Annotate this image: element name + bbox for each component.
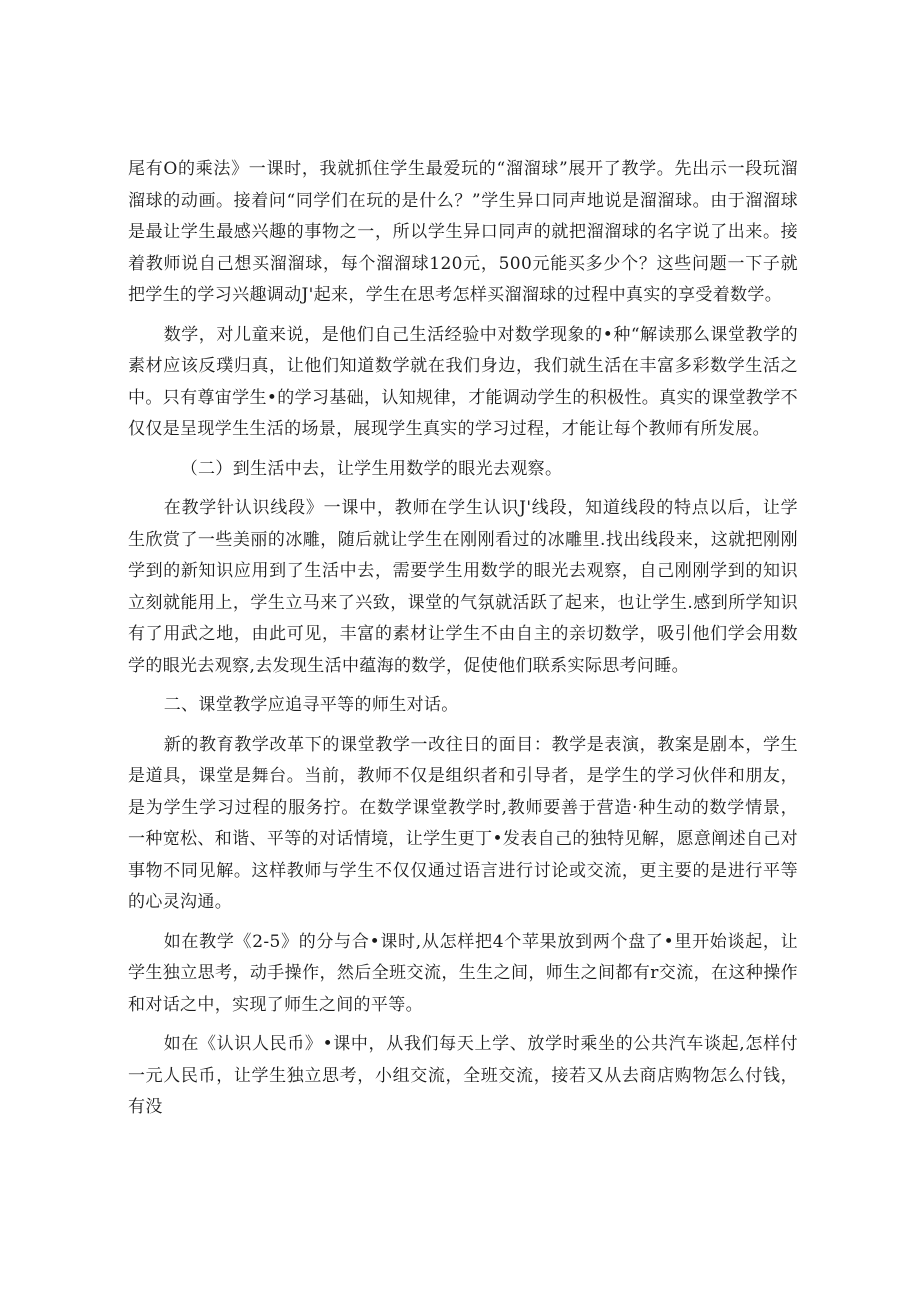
subheading-go-to-life: （二）到生活中去，让学生用数学的眼光去观察。: [180, 458, 563, 479]
heading-equal-dialogue: 二、课堂教学应追寻平等的师生对话。: [163, 695, 459, 715]
paragraph-math-for-children: 数学，对儿童来说，是他们自己生活经验中对数学现象的•种“解读那么课堂教学的素材应该反璞归真，让他们知道数学就在我们身边，我们就生活在丰富多彩数学生活之中。只有尊宙学生•的学习基础，认知规律，才能调动学生的积极性。真实的课堂教学不仅仅是呈现学生生活的场景，展现学生真实的学习过程，才能让每个教师有所发展。: [128, 324, 798, 439]
paragraph-apples-lesson: 如在教学《2-5》的分与合•课时,从怎样把4个苹果放到两个盘了•里开始谈起，让学生独立思考，动手操作，然后全班交流，生生之间，师生之间都有r交流，在这种操作和对话之中，实现了师生之间的平等。: [128, 931, 798, 1015]
document-body: [128, 154, 798, 1132]
paragraph-line-segment-lesson: 在教学针认识线段》一课中，教师在学生认识J'线段，知道线段的特点以后，让学生欣赏了一些美丽的冰雕，随后就让学生在刚刚看过的冰雕里.找出线段来，这就把刚刚学到的新知识应用到了生活中去，需要学生用数学的眼光去观察，自己刚刚学到的知识立刻就能用上，学生立马来了兴致，课堂的气氛就活跃了起来，也让学生.感到所学知识有了用武之地，由此可见，丰富的素材让学生不由自主的亲切数学，吸引他们学会用数学的眼光去观察,去发现生活中蕴海的数学，促使他们联系实际思考问睡。: [128, 498, 798, 676]
paragraph-yoyo-lesson: 尾有O的乘法》一课时，我就抓住学生最爱玩的“溜溜球”展开了教学。先出示一段玩溜溜球的动画。接着问“同学们在玩的是什么？”学生异口同声地说是溜溜球。由于溜溜球是最让学生最感兴趣的事物之一，所以学生异口同声的就把溜溜球的名字说了出来。接着教师说自己想买溜溜球，每个溜溜球120元，500元能买多少个？这些问题一下子就把学生的学习兴趣调动J'起来，学生在思考怎样买溜溜球的过程中真实的享受着数学。: [128, 159, 798, 305]
paragraph-rmb-lesson: 如在《认识人民币》•课中，从我们每天上学、放学时乘坐的公共汽车谈起,怎样付一元人民币，让学生独立思考，小组交流，全班交流，接若又从去商店购物怎么付钱，有没: [128, 1034, 798, 1117]
paragraph-new-reform: 新的教育教学改革下的课堂教学一改往日的面目：教学是表演，教案是剧本，学生是道具，课堂是舞台。当前，教师不仅是组织者和引导者，是学生的学习伙伴和朋友，是为学生学习过程的服务拧。在数学课堂教学时,教师要善于营造·种生动的数学情景，一种宽松、和谐、平等的对话情境，让学生更丁•发表自己的独特见解，愿意阐述自己对事物不同见解。这样教师与学生不仅仅通过语言进行讨论或交流，更主要的是进行平等的心灵沟通。: [128, 734, 798, 912]
